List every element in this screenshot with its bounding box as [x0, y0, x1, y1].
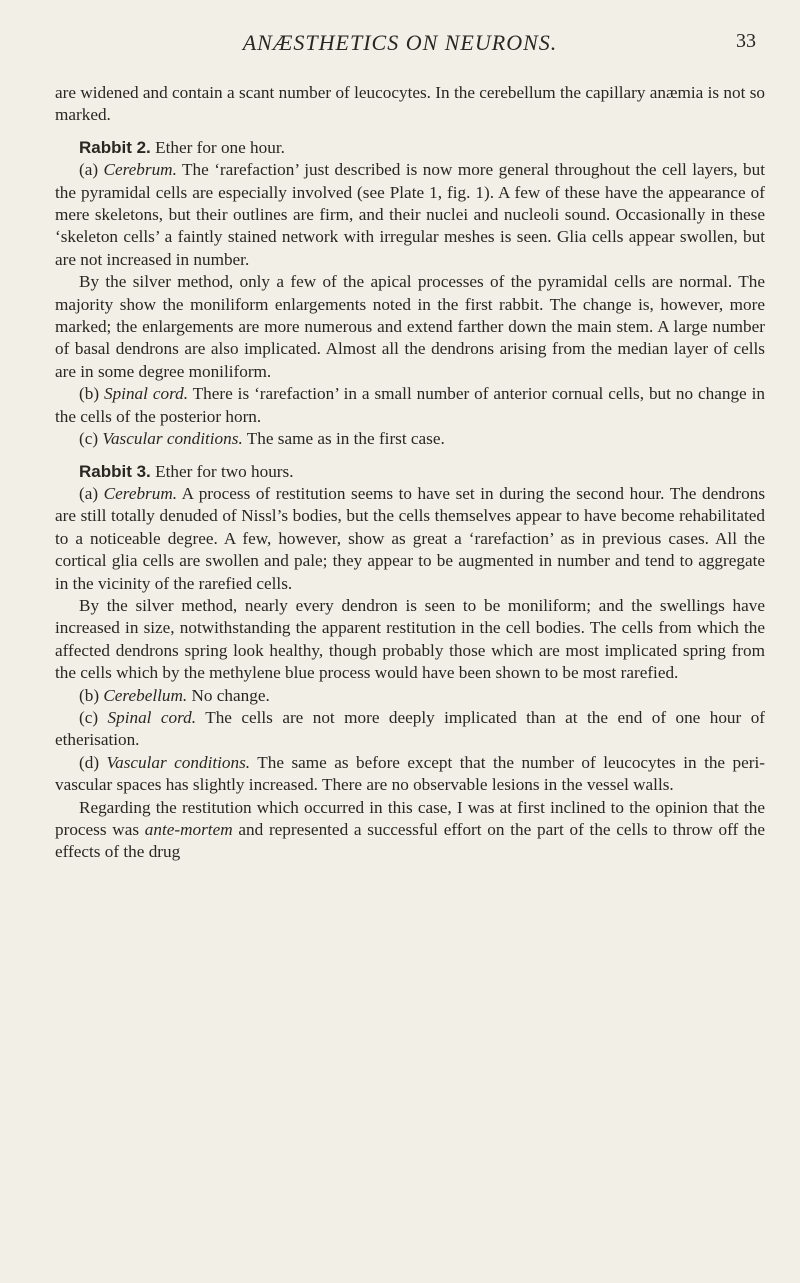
rabbit-label: Rabbit 3.: [79, 461, 151, 481]
paragraph: [55, 752, 765, 797]
paragraph-text: and represented a successful effort on the part of the cells to throw off the effects of the drug: [55, 820, 766, 862]
section-title: Vascular conditions.: [106, 752, 251, 772]
paragraph-text: A process of restitution seems to have set in during the second hour. The dendrons are still totally denuded of Nissl’s bodies, but the cells themselves appear to have become rehabilitated to a noticeable degree. A few, however, show as great a ‘rarefaction’ as in previous cases. All the cortical glia cells are swollen and pale; they appear to be augmented in number and tend to aggregate in the vicinity of the rarefied cells.: [55, 483, 766, 593]
paragraph-text: There is ‘rarefaction’ in a small number of anterior cornual cells, but no change in the cells of the posterior horn.: [55, 384, 765, 426]
paragraph-text: The ‘rarefaction’ just described is now more general throughout the cell layers, but the pyramidal cells are especially involved (see Plate 1, fig. 1). A few of these have the appearance of mere skeletons, but their outlines are firm, and their nuclei and nucleoli sound. Occasionally in these ‘skeleton cells’ a faintly stained network with irregular meshes is seen. Glia cells appear swollen, but are not increased in number.: [55, 160, 765, 269]
item-mark: (c): [79, 707, 108, 727]
paragraph: are widened and contain a scant number of leucocytes. In the cerebellum the capillary anæmia is not so marked.: [55, 83, 765, 125]
rabbit-2-heading: [55, 137, 765, 159]
body-text: [55, 82, 765, 864]
item-mark: (c): [79, 429, 103, 449]
page-number: 33: [736, 30, 756, 52]
section-title: Spinal cord.: [103, 384, 189, 404]
page-header: [0, 28, 800, 60]
item-mark: (d): [79, 752, 107, 772]
rabbit-label: Rabbit 2.: [79, 137, 151, 157]
item-mark: (b): [79, 685, 104, 705]
paragraph-text: Regarding the restitution which occurred in this case, I was at first inclined to the opinion that the process was: [55, 797, 765, 839]
paragraph: [55, 707, 765, 752]
rabbit-subtitle: Ether for two hours.: [150, 461, 294, 481]
section-title: Vascular conditions.: [102, 429, 243, 449]
rabbit-subtitle: Ether for one hour.: [150, 137, 285, 157]
rabbit-3-heading: [55, 461, 765, 483]
section-title: Cerebrum.: [103, 483, 178, 503]
paragraph: [55, 159, 765, 271]
item-mark: (a): [79, 483, 104, 503]
paragraph: [55, 383, 765, 428]
section-title: Spinal cord.: [107, 707, 197, 727]
paragraph: By the silver method, only a few of the apical processes of the pyramidal cells are normal. The majority show the moniliform enlargements noted in the first rabbit. The change is, however, more marked; the enlargements are more numerous and extend farther down the main stem. A large number of basal dendrons are also implicated. Almost all the dendrons arising from the median layer of cells are in some degree moniliform.: [55, 272, 765, 381]
paragraph: [55, 685, 765, 707]
section-title: Cerebellum.: [103, 685, 188, 705]
paragraph: [55, 483, 765, 595]
paragraph: By the silver method, nearly every dendron is seen to be moniliform; and the swellings have increased in size, notwithstanding the apparent restitution in the cell bodies. The cells from which the affected dendrons spring look healthy, though probably those which are most implicated spring from the cells which by the methylene blue process would have been shown to be most rarefied.: [55, 595, 765, 683]
paragraph-text: The same as in the first case.: [242, 429, 445, 449]
paragraph-text: The cells are not more deeply implicated than at the end of one hour of etherisation.: [55, 707, 766, 750]
running-title: ANÆSTHETICS ON NEURONS.: [242, 30, 558, 55]
section-title: Cerebrum.: [103, 160, 177, 180]
paragraph: [55, 428, 765, 450]
paragraph-text: The same as before except that the number of leucocytes in the peri-vascular spaces has slightly increased. There are no observable lesions in the vessel walls.: [55, 752, 765, 795]
paragraph-text: No change.: [187, 685, 270, 705]
emphasis: ante-mortem: [144, 820, 233, 839]
paragraph: [55, 797, 765, 864]
item-mark: (b): [79, 384, 104, 404]
item-mark: (a): [79, 160, 104, 180]
